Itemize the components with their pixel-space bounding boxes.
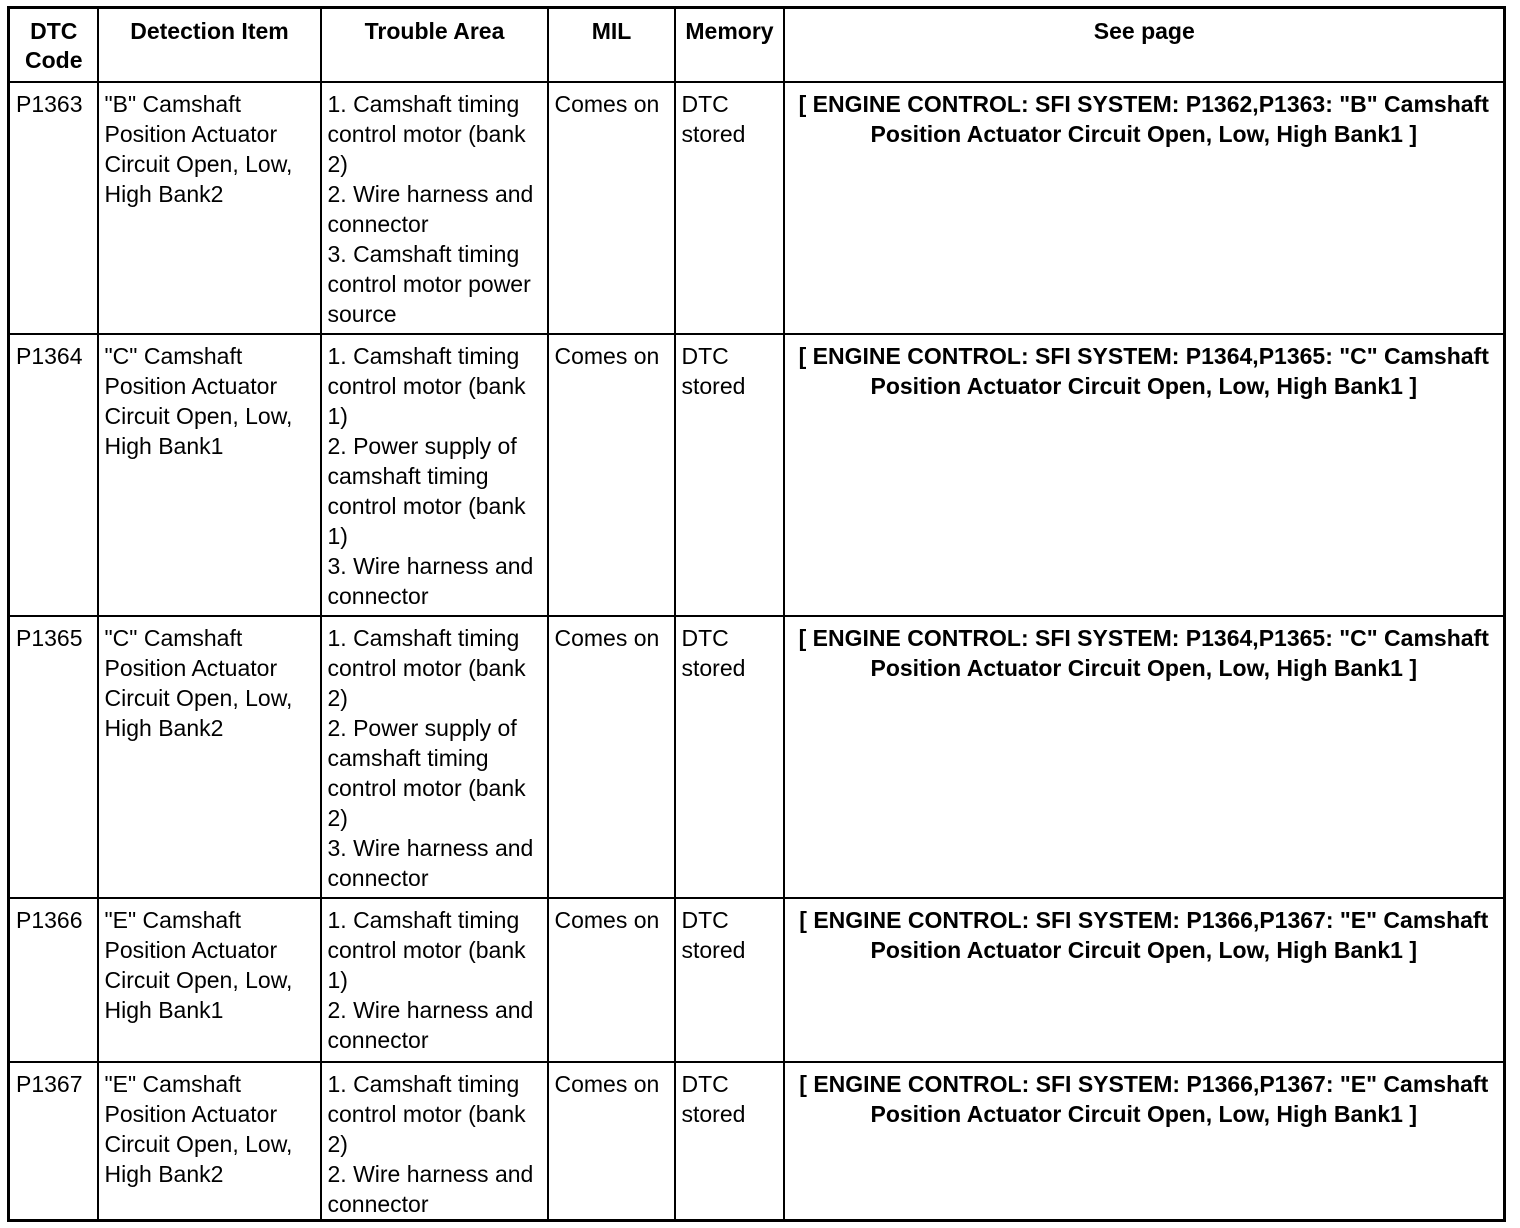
trouble-area-line: 2. Wire harness and connector xyxy=(327,997,534,1053)
mil-cell: Comes on xyxy=(548,1062,675,1221)
mil-cell: Comes on xyxy=(548,898,675,1062)
dtc-code-cell: P1364 xyxy=(9,334,98,616)
mil-cell: Comes on xyxy=(548,616,675,898)
header-detection-item: Detection Item xyxy=(98,8,321,83)
memory-cell: DTC stored xyxy=(675,334,784,616)
memory-cell: DTC stored xyxy=(675,82,784,334)
trouble-area-line: 3. Wire harness and connector xyxy=(327,835,534,891)
table-row xyxy=(9,616,1505,898)
see-page-link[interactable]: [ ENGINE CONTROL: SFI SYSTEM: P1364,P1365: "C" Camshaft Position Actuator Circuit Open, Low, High Bank1 ] xyxy=(784,616,1505,898)
memory-cell: DTC stored xyxy=(675,898,784,1062)
dtc-code-cell: P1363 xyxy=(9,82,98,334)
table-row xyxy=(9,1062,1505,1221)
trouble-area-line: 1. Camshaft timing control motor (bank 2) xyxy=(327,91,526,177)
header-trouble-area: Trouble Area xyxy=(321,8,548,83)
header-see-page: See page xyxy=(784,8,1505,83)
see-page-link[interactable]: [ ENGINE CONTROL: SFI SYSTEM: P1366,P1367: "E" Camshaft Position Actuator Circuit Open, Low, High Bank1 ] xyxy=(784,898,1505,1062)
detection-item-cell: "E" Camshaft Position Actuator Circuit Open, Low, High Bank1 xyxy=(98,898,321,1062)
trouble-area-cell xyxy=(321,82,548,334)
trouble-area-line: 1. Camshaft timing control motor (bank 2) xyxy=(327,625,526,711)
header-dtc-code: DTC Code xyxy=(9,8,98,83)
header-mil: MIL xyxy=(548,8,675,83)
detection-item-cell: "B" Camshaft Position Actuator Circuit Open, Low, High Bank2 xyxy=(98,82,321,334)
trouble-area-line: 1. Camshaft timing control motor (bank 1) xyxy=(327,907,526,993)
dtc-table xyxy=(7,6,1506,1222)
dtc-code-cell: P1367 xyxy=(9,1062,98,1221)
detection-item-cell: "C" Camshaft Position Actuator Circuit Open, Low, High Bank1 xyxy=(98,334,321,616)
trouble-area-line: 2. Power supply of camshaft timing control motor (bank 1) xyxy=(327,433,526,549)
header-row xyxy=(9,8,1505,83)
dtc-code-cell: P1365 xyxy=(9,616,98,898)
trouble-area-line: 3. Camshaft timing control motor power source xyxy=(327,241,531,327)
trouble-area-cell xyxy=(321,616,548,898)
trouble-area-line: 1. Camshaft timing control motor (bank 2) xyxy=(327,1071,526,1157)
detection-item-cell: "C" Camshaft Position Actuator Circuit Open, Low, High Bank2 xyxy=(98,616,321,898)
mil-cell: Comes on xyxy=(548,334,675,616)
mil-cell: Comes on xyxy=(548,82,675,334)
see-page-link[interactable]: [ ENGINE CONTROL: SFI SYSTEM: P1366,P1367: "E" Camshaft Position Actuator Circuit Open, Low, High Bank1 ] xyxy=(784,1062,1505,1221)
trouble-area-line: 1. Camshaft timing control motor (bank 1) xyxy=(327,343,526,429)
table-header xyxy=(9,8,1505,83)
trouble-area-cell xyxy=(321,334,548,616)
trouble-area-line: 2. Power supply of camshaft timing control motor (bank 2) xyxy=(327,715,526,831)
trouble-area-cell xyxy=(321,1062,548,1221)
dtc-code-cell: P1366 xyxy=(9,898,98,1062)
trouble-area-cell xyxy=(321,898,548,1062)
header-memory: Memory xyxy=(675,8,784,83)
trouble-area-line: 2. Wire harness and connector xyxy=(327,181,534,237)
trouble-area-line: 3. Wire harness and connector xyxy=(327,553,534,609)
table-body xyxy=(9,82,1505,1221)
detection-item-cell: "E" Camshaft Position Actuator Circuit Open, Low, High Bank2 xyxy=(98,1062,321,1221)
see-page-link[interactable]: [ ENGINE CONTROL: SFI SYSTEM: P1362,P1363: "B" Camshaft Position Actuator Circuit Open, Low, High Bank1 ] xyxy=(784,82,1505,334)
table-row xyxy=(9,334,1505,616)
table-row xyxy=(9,82,1505,334)
memory-cell: DTC stored xyxy=(675,616,784,898)
memory-cell: DTC stored xyxy=(675,1062,784,1221)
trouble-area-line: 2. Wire harness and connector xyxy=(327,1161,534,1217)
table-row xyxy=(9,898,1505,1062)
see-page-link[interactable]: [ ENGINE CONTROL: SFI SYSTEM: P1364,P1365: "C" Camshaft Position Actuator Circuit Open, Low, High Bank1 ] xyxy=(784,334,1505,616)
